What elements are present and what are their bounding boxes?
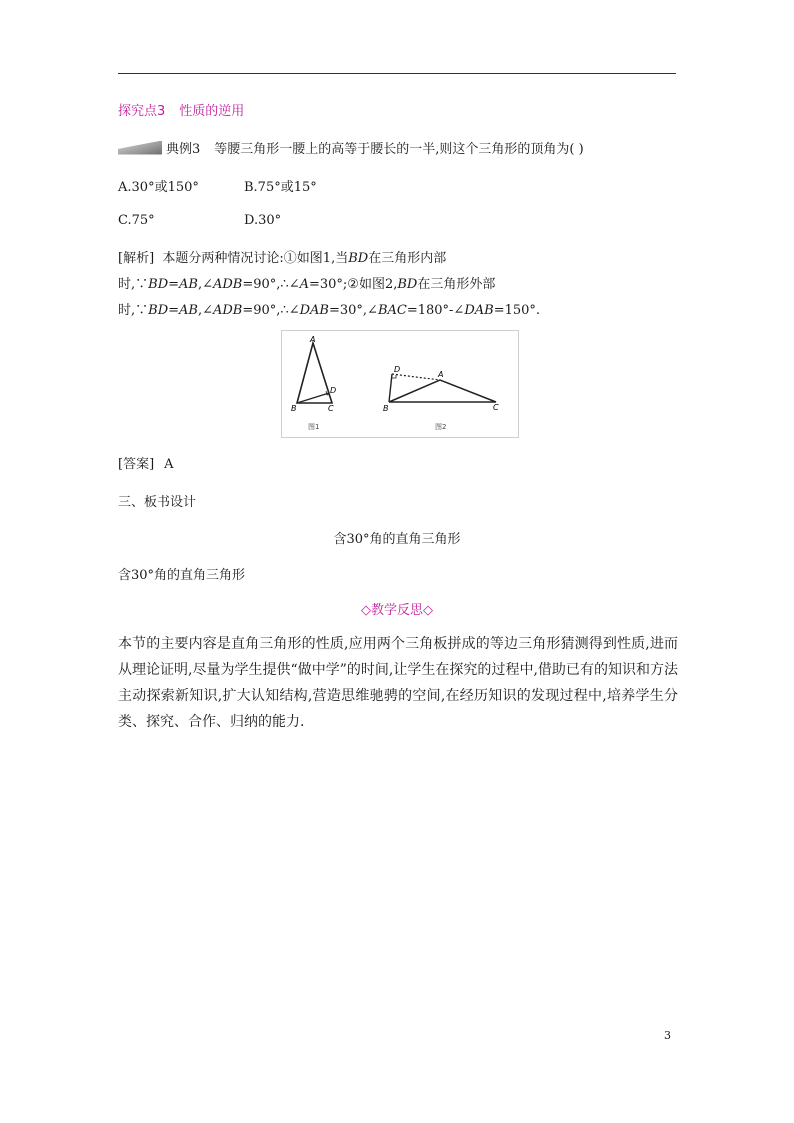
reflection-title: ◇教学反思◇ xyxy=(361,603,433,618)
answer-value: A xyxy=(164,457,174,472)
board-design-heading: 三、板书设计 xyxy=(118,495,197,510)
reflection-body: 本节的主要内容是直角三角形的性质,应用两个三角板拼成的等边三角形猜测得到性质,进而从理论证明,尽量为学生提供“做中学”的时间,让学生在探究的过程中,借助已有的知识和方法主动探索新知识,扩大认知结构,营造思维驰骋的空间,在经历知识的发现过程中,培养学生分类、探究、合作、归纳的能力. xyxy=(118,636,678,730)
analysis-text: 在三角形外部时,∵ xyxy=(118,277,496,318)
fig2-label-a: A xyxy=(438,370,444,379)
section-heading xyxy=(118,100,244,119)
analysis-text: =30°;②如图2, xyxy=(308,277,398,292)
analysis-text: =90°,∴∠ xyxy=(242,303,300,318)
fig2-caption: 图2 xyxy=(435,423,447,431)
fig2-label-c: C xyxy=(493,403,499,412)
example-question xyxy=(118,138,584,157)
fig2-right-angle-mark xyxy=(392,375,396,378)
math-var: DAB xyxy=(299,303,329,318)
figures-svg xyxy=(282,331,518,437)
fig1-label-c: C xyxy=(328,404,334,413)
analysis-label: [解析] xyxy=(118,251,155,266)
triangle-figures xyxy=(281,330,519,438)
fig2-altitude xyxy=(389,374,392,402)
option-d: D.30° xyxy=(244,213,282,228)
fig1-label-b: B xyxy=(291,404,297,413)
question-text: 等腰三角形一腰上的高等于腰长的一半,则这个三角形的顶角为( ) xyxy=(214,142,584,157)
fig1-label-a: A xyxy=(310,335,316,344)
header-rule xyxy=(118,73,676,74)
option-b: B.75°或15° xyxy=(244,180,317,195)
analysis-text: =90°,∴∠ xyxy=(242,277,300,292)
analysis-text: ,∠ xyxy=(197,303,213,318)
analysis-text: =180°-∠ xyxy=(406,303,465,318)
example-badge-icon xyxy=(118,141,162,155)
options-row-2 xyxy=(118,213,370,228)
math-var: BD=AB xyxy=(148,303,198,318)
analysis-text: 在三角形内部时,∵ xyxy=(118,251,447,292)
fig2-label-b: B xyxy=(383,404,389,413)
figure-2 xyxy=(383,365,499,431)
section-number: 探究点3 xyxy=(118,104,166,119)
option-a: A.30°或150° xyxy=(118,180,199,195)
fig2-triangle xyxy=(389,380,496,402)
fig1-label-d: D xyxy=(330,386,337,395)
analysis-text: ,∠ xyxy=(197,277,213,292)
board-center-title: 含30°角的直角三角形 xyxy=(333,532,461,547)
example-label: 典例3 xyxy=(166,142,201,157)
option-c: C.75° xyxy=(118,213,155,228)
math-var: DAB xyxy=(464,303,494,318)
math-var: BAC xyxy=(377,303,407,318)
analysis-text: =150°. xyxy=(493,303,541,318)
options-row-1 xyxy=(118,176,370,195)
answer-label: [答案] xyxy=(118,457,155,472)
math-var: A xyxy=(299,277,309,292)
answer-line xyxy=(118,453,174,472)
math-var: ADB xyxy=(212,303,243,318)
math-var: BD=AB xyxy=(148,277,198,292)
figure-1 xyxy=(291,335,336,431)
section-title: 性质的逆用 xyxy=(179,104,245,119)
math-var: ADB xyxy=(212,277,243,292)
fig2-extension-dashed xyxy=(392,374,440,380)
page-number: 3 xyxy=(664,1029,671,1042)
analysis-paragraph xyxy=(118,246,678,324)
analysis-text: =30°,∠ xyxy=(328,303,378,318)
analysis-text: 本题分两种情况讨论:①如图1,当 xyxy=(162,251,349,266)
fig1-altitude xyxy=(297,393,329,403)
fig1-caption: 图1 xyxy=(308,423,320,431)
math-var: BD xyxy=(397,277,418,292)
board-subtitle: 含30°角的直角三角形 xyxy=(118,568,246,583)
fig2-label-d: D xyxy=(394,365,401,374)
math-var: BD xyxy=(348,251,369,266)
